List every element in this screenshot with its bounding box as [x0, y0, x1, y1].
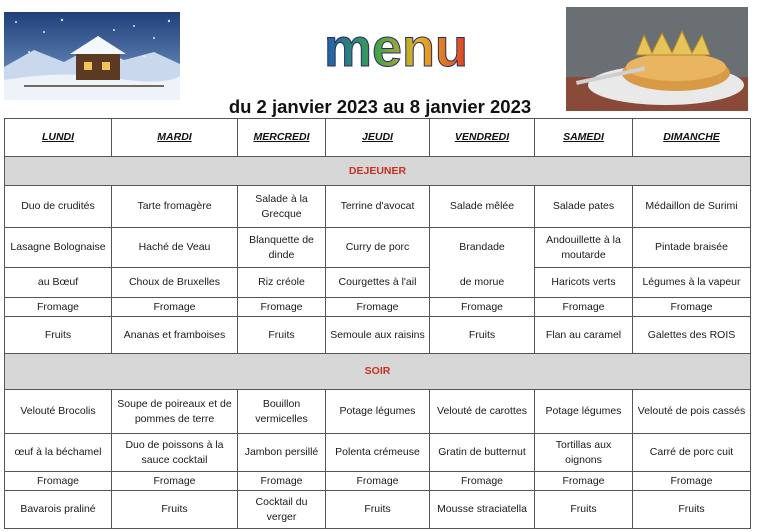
menu-cell: Salade mêlée: [430, 186, 535, 228]
menu-cell: Salade pates: [535, 186, 633, 228]
menu-cell: Tortillas aux oignons: [535, 434, 633, 472]
menu-cell: Duo de crudités: [5, 186, 112, 228]
menu-cell: Fruits: [326, 491, 430, 529]
menu-cell: Terrine d'avocat: [326, 186, 430, 228]
menu-cell: Bouillon vermicelles: [238, 390, 326, 434]
menu-cell: Fromage: [430, 298, 535, 317]
day-header: MERCREDI: [238, 119, 326, 157]
menu-cell: Fruits: [633, 491, 751, 529]
table-row: [5, 186, 751, 228]
menu-cell: Blanquette de dinde: [238, 228, 326, 268]
menu-cell: Gratin de butternut: [430, 434, 535, 472]
menu-cell: Fromage: [5, 298, 112, 317]
menu-cell: de morue: [430, 268, 535, 298]
menu-cell: Flan au caramel: [535, 317, 633, 354]
menu-cell: Duo de poissons à la sauce cocktail: [112, 434, 238, 472]
menu-cell: Fromage: [535, 472, 633, 491]
menu-cell: Carré de porc cuit: [633, 434, 751, 472]
menu-cell: Fruits: [5, 317, 112, 354]
section-row-soir: [5, 354, 751, 390]
menu-cell: Potage légumes: [535, 390, 633, 434]
menu-cell: Fromage: [5, 472, 112, 491]
table-row: [5, 298, 751, 317]
menu-cell: Fromage: [238, 472, 326, 491]
menu-cell: Bavarois praliné: [5, 491, 112, 529]
menu-cell: Salade à la Grecque: [238, 186, 326, 228]
menu-cell: Fromage: [112, 472, 238, 491]
table-row: [5, 390, 751, 434]
menu-cell: au Bœuf: [5, 268, 112, 298]
section-label: SOIR: [5, 354, 751, 390]
galette-image: [566, 7, 748, 111]
table-row: [5, 268, 751, 298]
menu-cell: Potage légumes: [326, 390, 430, 434]
menu-cell: Polenta crémeuse: [326, 434, 430, 472]
menu-cell: Curry de porc: [326, 228, 430, 268]
day-header: SAMEDI: [535, 119, 633, 157]
menu-cell: Fromage: [326, 298, 430, 317]
menu-cell: Jambon persillé: [238, 434, 326, 472]
menu-cell: Pintade braisée: [633, 228, 751, 268]
menu-cell: Fromage: [112, 298, 238, 317]
menu-cell: Andouillette à la moutarde: [535, 228, 633, 268]
menu-cell: Haricots verts: [535, 268, 633, 298]
section-row-dejeuner: [5, 157, 751, 186]
menu-logo: [276, 18, 516, 78]
table-row: [5, 228, 751, 268]
menu-cell: Choux de Bruxelles: [112, 268, 238, 298]
menu-cell: Fromage: [633, 472, 751, 491]
menu-cell: Fruits: [112, 491, 238, 529]
menu-cell: Mousse straciatella: [430, 491, 535, 529]
date-range-title: du 2 janvier 2023 au 8 janvier 2023: [228, 96, 532, 117]
table-row: [5, 472, 751, 491]
logo-text: menu: [323, 18, 469, 78]
menu-cell: Médaillon de Surimi: [633, 186, 751, 228]
menu-cell: Velouté de pois cassés: [633, 390, 751, 434]
menu-cell: Galettes des ROIS: [633, 317, 751, 354]
menu-cell: Légumes à la vapeur: [633, 268, 751, 298]
menu-cell: Fromage: [535, 298, 633, 317]
menu-cell: Riz créole: [238, 268, 326, 298]
table-row: [5, 434, 751, 472]
day-header: MARDI: [112, 119, 238, 157]
menu-cell: Lasagne Bolognaise: [5, 228, 112, 268]
menu-cell: Fromage: [430, 472, 535, 491]
menu-cell: Fruits: [535, 491, 633, 529]
menu-cell: Brandade: [430, 228, 535, 268]
day-header: JEUDI: [326, 119, 430, 157]
day-header: VENDREDI: [430, 119, 535, 157]
menu-cell: Cocktail du verger: [238, 491, 326, 529]
menu-cell: Fromage: [326, 472, 430, 491]
day-header: LUNDI: [5, 119, 112, 157]
menu-cell: Fromage: [238, 298, 326, 317]
day-header-row: [5, 119, 751, 157]
menu-cell: Ananas et framboises: [112, 317, 238, 354]
menu-cell: Fromage: [633, 298, 751, 317]
table-row: [5, 491, 751, 529]
menu-cell: Velouté de carottes: [430, 390, 535, 434]
menu-cell: Fruits: [430, 317, 535, 354]
winter-chalet-image: [4, 12, 180, 100]
menu-cell: Fruits: [238, 317, 326, 354]
table-row: [5, 317, 751, 354]
menu-cell: Semoule aux raisins: [326, 317, 430, 354]
menu-cell: Courgettes à l'ail: [326, 268, 430, 298]
day-header: DIMANCHE: [633, 119, 751, 157]
menu-cell: œuf à la béchamel: [5, 434, 112, 472]
menu-cell: Velouté Brocolis: [5, 390, 112, 434]
menu-cell: Tarte fromagère: [112, 186, 238, 228]
menu-cell: Soupe de poireaux et de pommes de terre: [112, 390, 238, 434]
weekly-menu-table: [4, 118, 751, 529]
menu-cell: Haché de Veau: [112, 228, 238, 268]
section-label: DEJEUNER: [5, 157, 751, 186]
